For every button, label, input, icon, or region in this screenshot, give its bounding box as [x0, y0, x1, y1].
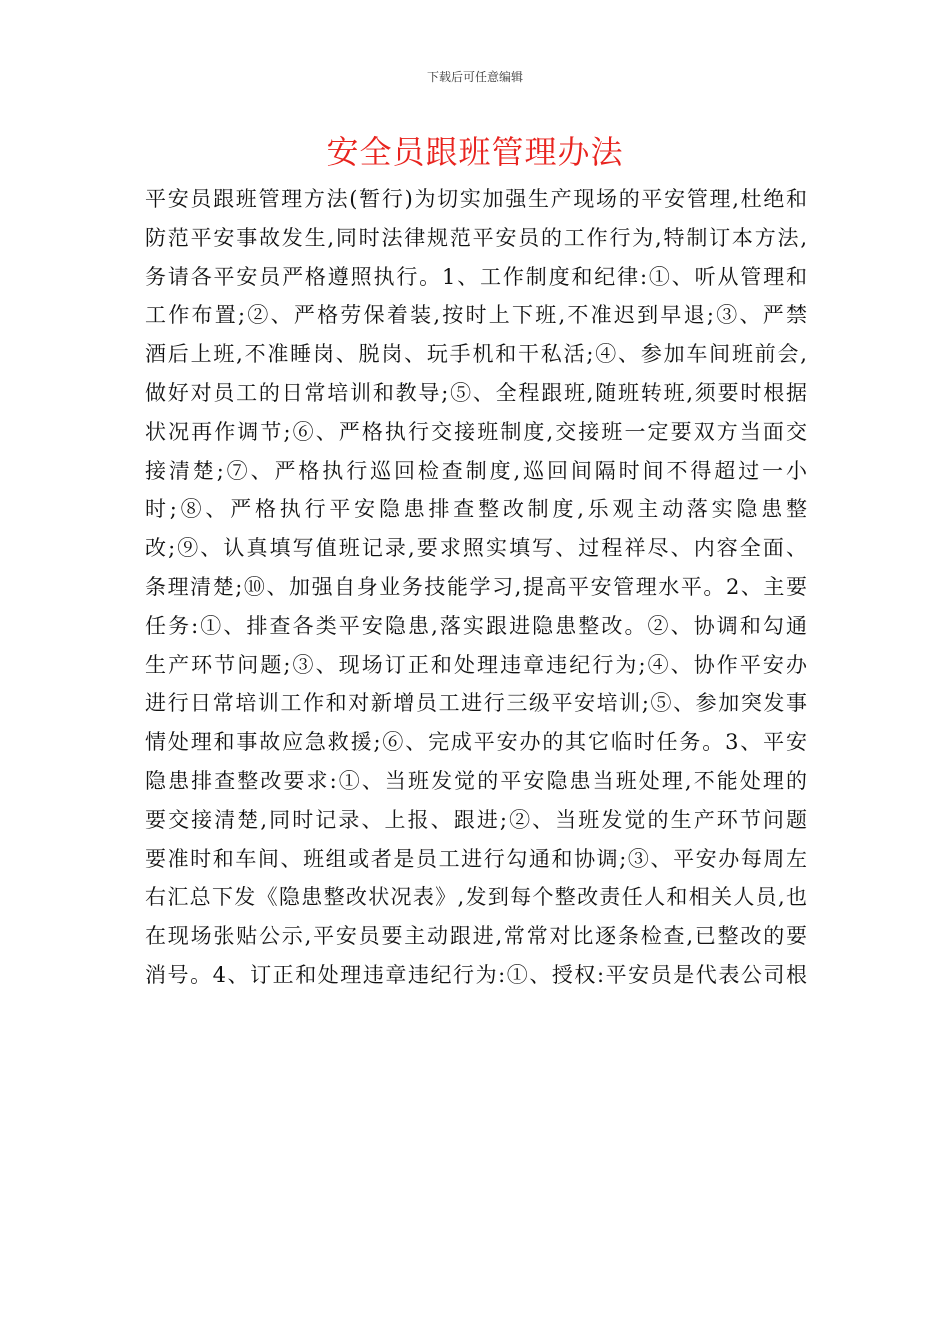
body-line: 要交接清楚,同时记录、上报、跟进;②、当班发觉的生产环节问题 — [145, 807, 807, 832]
body-line: 隐患排查整改要求:①、当班发觉的平安隐患当班处理,不能处理的 — [145, 768, 807, 793]
body-line: 改;⑨、认真填写值班记录,要求照实填写、过程祥尽、内容全面、 — [145, 536, 807, 561]
body-line: 务请各平安员严格遵照执行。1、工作制度和纪律:①、听从管理和 — [145, 264, 807, 289]
body-line: 做好对员工的日常培训和教导;⑤、全程跟班,随班转班,须要时根据 — [145, 380, 807, 405]
body-line: 防范平安事故发生,同时法律规范平安员的工作行为,特制订本方法, — [145, 225, 807, 250]
body-line: 平安员跟班管理方法(暂行)为切实加强生产现场的平安管理,杜绝和 — [145, 187, 807, 211]
body-line: 在现场张贴公示,平安员要主动跟进,常常对比逐条检查,已整改的要 — [145, 924, 807, 949]
body-line: 状况再作调节;⑥、严格执行交接班制度,交接班一定要双方当面交 — [145, 419, 807, 444]
body-line: 进行日常培训工作和对新增员工进行三级平安培训;⑤、参加突发事 — [145, 691, 807, 716]
body-line: 接清楚;⑦、严格执行巡回检查制度,巡回间隔时间不得超过一小 — [145, 458, 807, 483]
body-line: 要准时和车间、班组或者是员工进行勾通和协调;③、平安办每周左 — [145, 846, 807, 871]
body-line: 生产环节问题;③、现场订正和处理违章违纪行为;④、协作平安办 — [145, 652, 807, 677]
body-line: 右汇总下发《隐患整改状况表》,发到每个整改责任人和相关人员,也 — [145, 885, 807, 910]
body-line: 任务:①、排查各类平安隐患,落实跟进隐患整改。②、协调和勾通 — [145, 613, 807, 638]
body-line: 情处理和事故应急救援;⑥、完成平安办的其它临时任务。3、平安 — [145, 730, 807, 755]
body-line: 工作布置;②、严格劳保着装,按时上下班,不准迟到早退;③、严禁 — [145, 303, 807, 328]
body-line: 条理清楚;⑩、加强自身业务技能学习,提高平安管理水平。2、主要 — [145, 574, 807, 599]
document-body — [145, 180, 807, 995]
body-line: 酒后上班,不准睡岗、脱岗、玩手机和干私活;④、参加车间班前会, — [145, 342, 807, 367]
document-title: 安全员跟班管理办法 — [326, 133, 624, 171]
header-note: 下载后可任意编辑 — [426, 70, 523, 84]
body-line: 消号。4、订正和处理违章违纪行为:①、授权:平安员是代表公司根 — [145, 962, 807, 987]
body-line: 时;⑧、严格执行平安隐患排查整改制度,乐观主动落实隐患整 — [145, 497, 807, 522]
